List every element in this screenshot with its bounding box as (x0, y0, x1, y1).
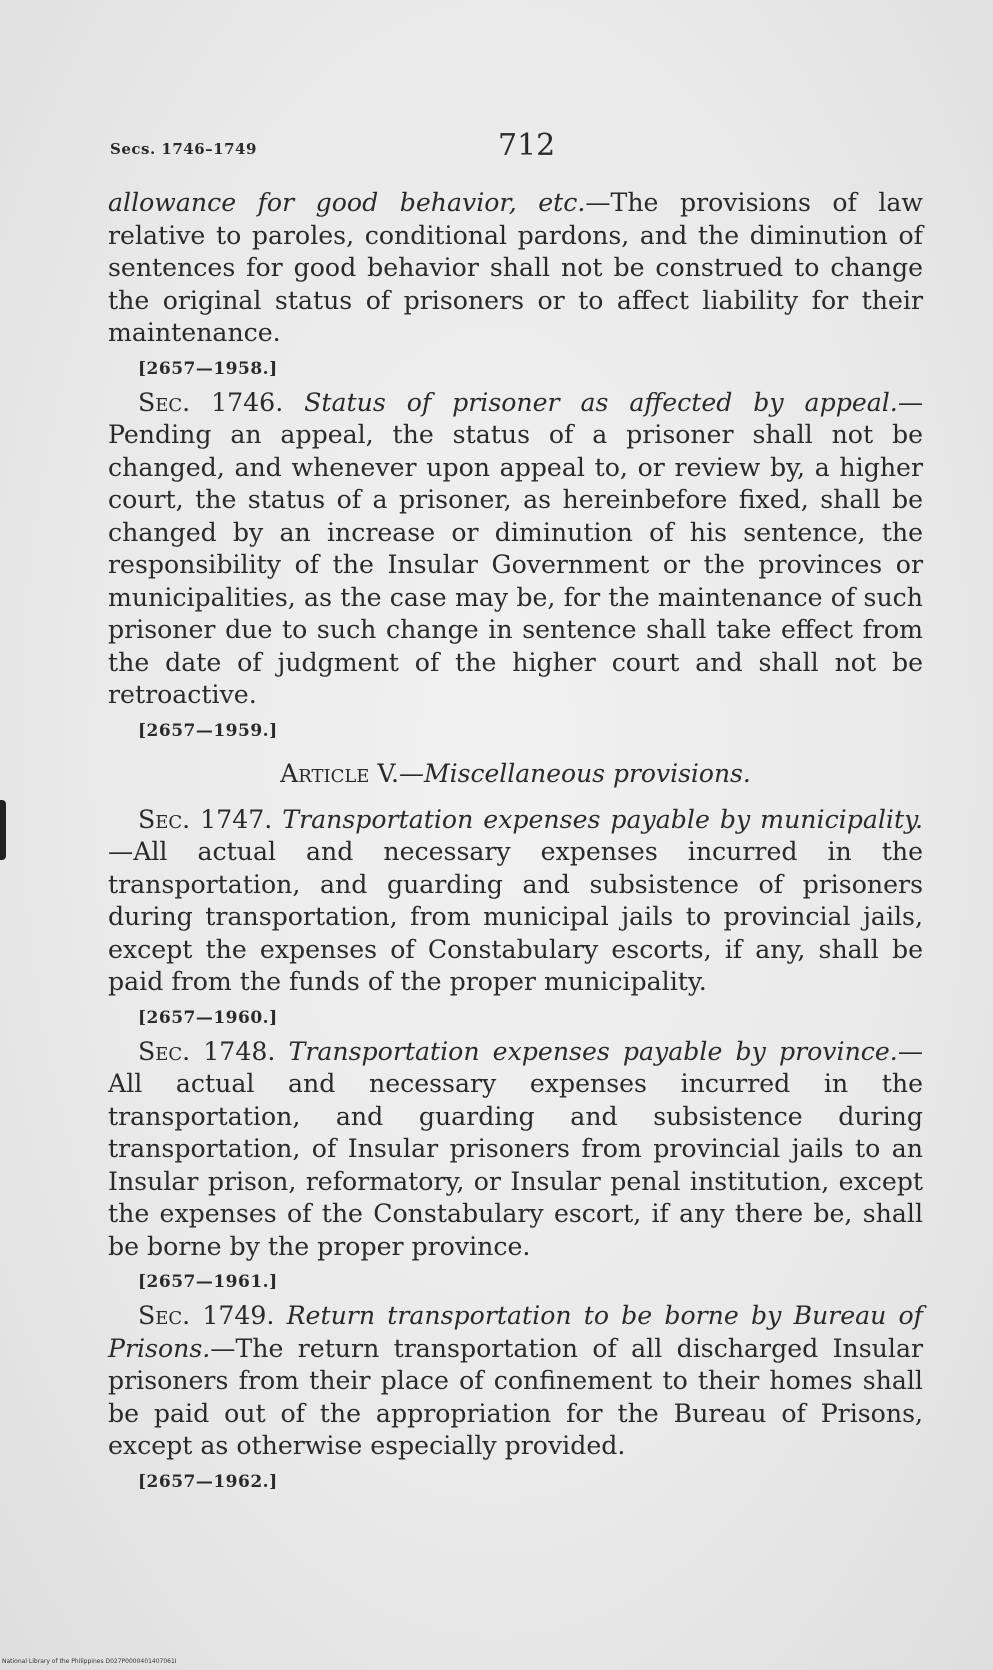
section-1748-title: Transportation expenses payable by province. (288, 1036, 898, 1066)
section-1749-label: Sec. 1749. (138, 1301, 275, 1330)
sections-running-head: Secs. 1746–1749 (110, 140, 257, 158)
section-1749-history-note: [2657—1962.] (138, 1471, 278, 1492)
section-1747-text: —All actual and necessary expenses incurred in the transportation, and guarding and subsistence of prisoners during transportation, from municipal jails to provincial jails, except the expenses of Constabulary escorts, if any, shall be paid from the funds of the proper municipality. (108, 837, 923, 996)
section-1749-title: Return transportation to be borne by Bureau of Prisons. (108, 1301, 923, 1363)
section-1748-history-note: [2657—1961.] (138, 1272, 278, 1292)
section-1746-history-note: [2657—1959.] (138, 720, 278, 741)
section-1749 (108, 1300, 923, 1463)
section-1748-text: —All actual and necessary expenses incurred in the transportation, and guarding and subsistence during transportation, of Insular prisoners from provincial jails to an Insular prison, reformatory, or Insular penal institution, except the expenses of the Constabulary escort, if any there be, shall be borne by the proper province. (108, 1036, 924, 1261)
article-title: —Miscellaneous provisions. (399, 758, 751, 788)
intro-paragraph (108, 187, 923, 350)
page-body (108, 187, 923, 1500)
page-number: 712 (498, 128, 556, 163)
section-1746 (108, 387, 923, 712)
article-label: Article V. (280, 758, 400, 788)
page-header (110, 128, 925, 168)
library-footer: National Library of the Philippines D027P0000401407061I (2, 1658, 177, 1665)
section-1748 (108, 1036, 923, 1264)
section-1747 (108, 804, 923, 999)
section-1747-history-note: [2657—1960.] (138, 1007, 278, 1028)
section-1747-title: Transportation expenses payable by municipality. (282, 804, 923, 834)
section-1747-label: Sec. 1747. (138, 804, 273, 834)
section-1746-text: —Pending an appeal, the status of a prisoner shall not be changed, and whenever upon appeal to, or review by, a higher court, the status of a prisoner, as hereinbefore fixed, shall be changed by an increase or diminution of his sentence, the responsibility of the Insular Government or the provinces or municipalities, as the case may be, for the maintenance of such prisoner due to such change in sentence shall take effect from the date of judgment of the higher court and shall not be retroactive. (108, 387, 923, 709)
binding-edge-mark (0, 800, 6, 860)
section-1749-text: —The return transportation of all discharged Insular prisoners from their place of confinement to their homes shall be paid out of the appropriation for the Bureau of Prisons, except as otherwise especially provided. (108, 1333, 923, 1460)
intro-text: —The provisions of law relative to paroles, conditional pardons, and the diminution of sentences for good behavior shall not be construed to change the original status of prisoners or to affect liability for their maintenance. (108, 188, 923, 347)
section-1748-label: Sec. 1748. (138, 1036, 276, 1066)
section-1746-label: Sec. 1746. (138, 387, 284, 417)
article-heading (108, 759, 923, 788)
section-1746-title: Status of prisoner as affected by appeal. (304, 387, 898, 417)
intro-heading-tail: allowance for good behavior, etc. (108, 188, 586, 217)
intro-history-note: [2657—1958.] (138, 358, 278, 379)
